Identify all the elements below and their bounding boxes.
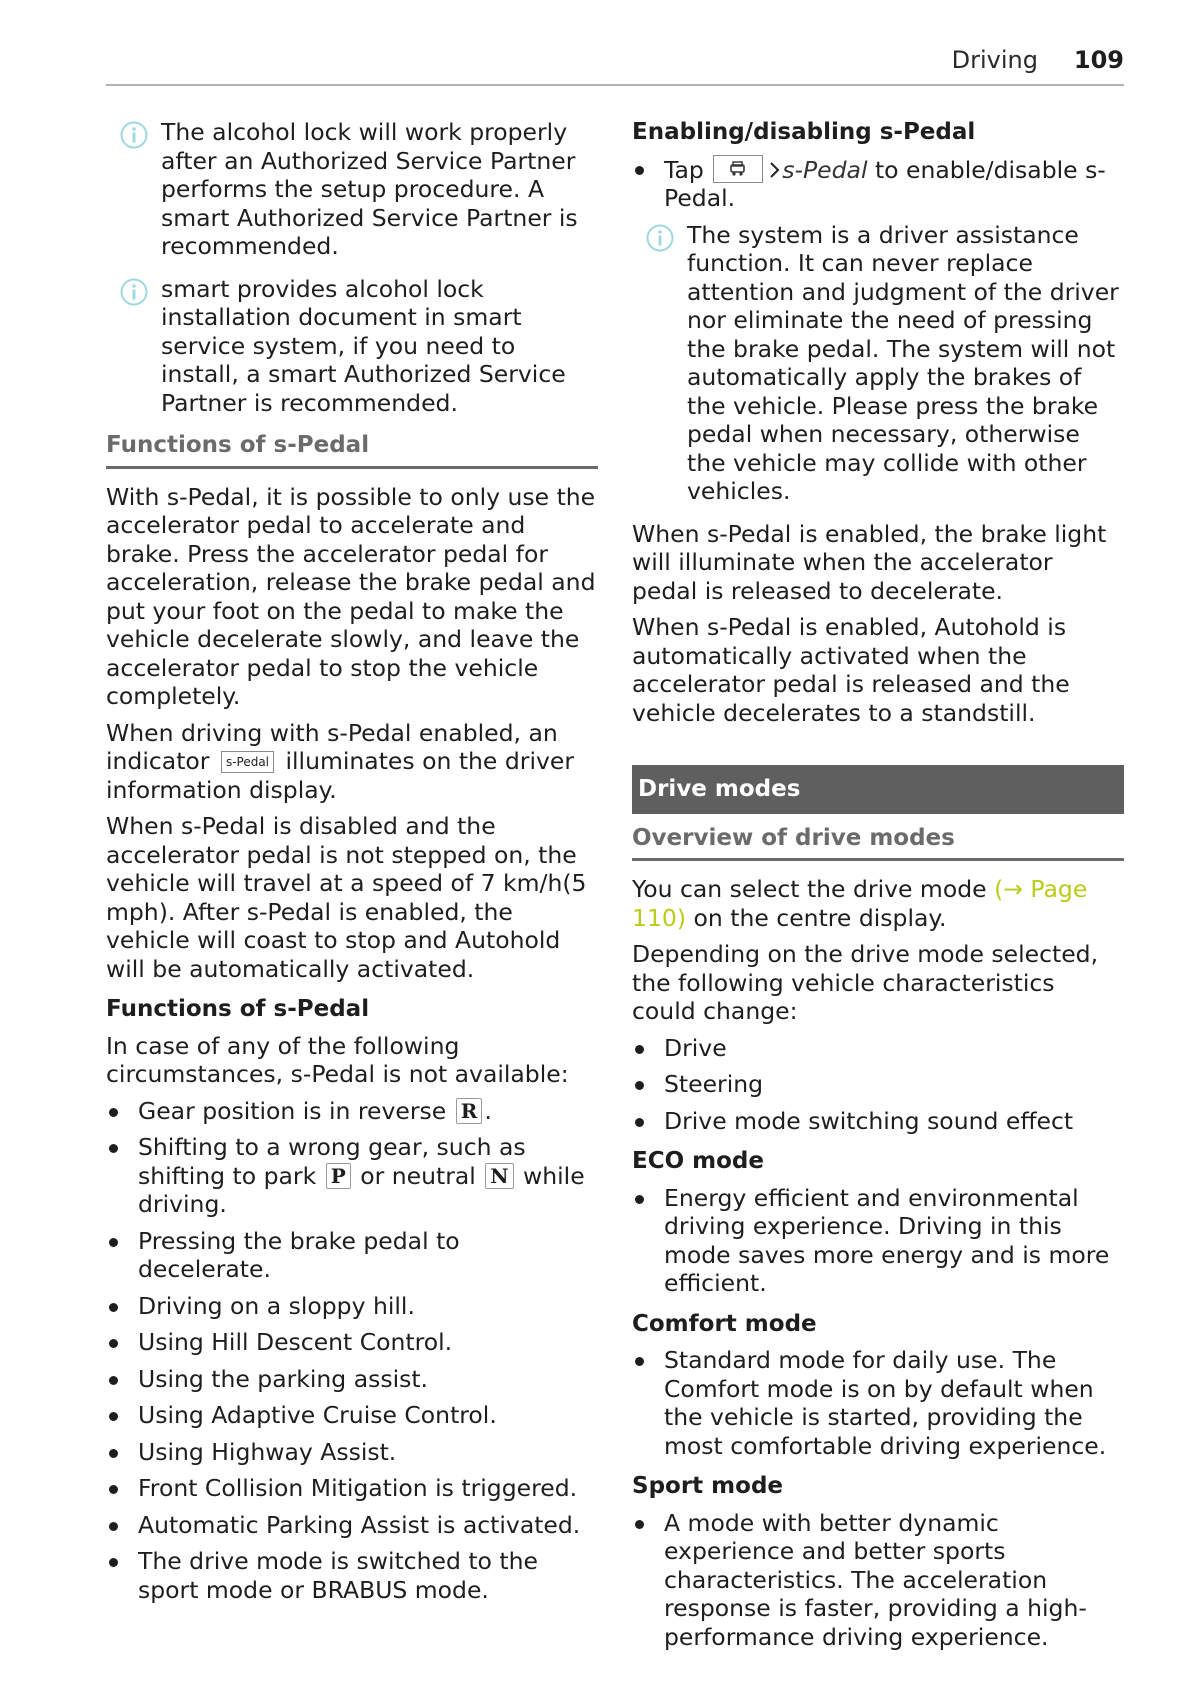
chevron-right-icon: [768, 158, 782, 178]
left-column: [106, 118, 598, 1612]
section-heading: Overview of drive modes: [632, 824, 1124, 862]
sub-heading: Functions of s-Pedal: [106, 996, 370, 1022]
list-item: Using the parking assist.: [106, 1365, 598, 1394]
vehicle-settings-icon: [713, 155, 763, 183]
list-item-text: Gear position is in reverse: [138, 1096, 447, 1125]
info-note: [106, 275, 598, 418]
gear-n-icon: N: [485, 1163, 513, 1189]
s-pedal-indicator-icon: s-Pedal: [221, 751, 274, 773]
mode-description-list: [632, 1509, 1124, 1652]
info-icon: [120, 278, 148, 306]
mode-heading: Sport mode: [632, 1473, 784, 1499]
list-item: Using Adaptive Cruise Control.: [106, 1401, 598, 1430]
paragraph: In case of any of the following circumstances, s-Pedal is not available:: [106, 1031, 569, 1088]
list-item: Automatic Parking Assist is activated.: [106, 1511, 598, 1540]
list-item: Energy efficient and environmental driving experience. Driving in this mode saves more energy and is more efficient.: [632, 1184, 1124, 1298]
section-title: Driving: [951, 46, 1038, 74]
paragraph-text: You can select the drive mode: [632, 875, 987, 903]
list-item: [106, 1133, 598, 1219]
section-heading: Functions of s-Pedal: [106, 431, 598, 469]
list-item-text: to enable/disable s-Pedal.: [664, 155, 1106, 212]
list-item-text: while driving.: [138, 1161, 585, 1218]
characteristics-list: [632, 1034, 1124, 1136]
paragraph-text: illuminates on the driver information display.: [106, 747, 574, 804]
page-link[interactable]: (→ Page 110): [632, 875, 1088, 932]
paragraph-text: When driving with s-Pedal enabled, an indicator: [106, 718, 558, 775]
note-text: The system is a driver assistance function. It can never replace attention and judgment of the driver nor eliminate the need of pressing the brake pedal. The system will not automatically apply the brakes of the vehicle. Please press the brake pedal when necessary, otherwise the vehicle may collide with other vehicles.: [687, 220, 1119, 505]
list-item: Drive: [632, 1034, 1124, 1063]
note-text: The alcohol lock will work properly after an Authorized Service Partner performs the setup procedure. A smart Authorized Service Partner is recommended.: [161, 118, 578, 260]
paragraph: [106, 719, 598, 805]
list-item: Using Hill Descent Control.: [106, 1328, 598, 1357]
list-item: [106, 1097, 598, 1126]
list-item: Steering: [632, 1070, 1124, 1099]
info-icon: [120, 121, 148, 149]
gear-r-icon: R: [456, 1098, 483, 1124]
menu-reference: s-Pedal: [782, 155, 868, 184]
paragraph: With s-Pedal, it is possible to only use the accelerator pedal to accelerate and brake. Press the accelerator pedal for acceleration, release the brake pedal and put your foot on the pedal to make the vehicle decelerate slowly, and leave the accelerator pedal to stop the vehicle completely.: [106, 482, 596, 710]
mode-heading: Comfort mode: [632, 1310, 817, 1337]
list-item-text: Tap: [664, 155, 704, 184]
paragraph: When s-Pedal is enabled, Autohold is automatically activated when the accelerator pedal is released and the vehicle decelerates to a standstill.: [632, 613, 1070, 727]
mode-description-list: [632, 1346, 1124, 1460]
mode-description-list: [632, 1184, 1124, 1298]
note-text: smart provides alcohol lock installation document in smart service system, if you need to install, a smart Authorized Service Partner is recommended.: [161, 274, 566, 417]
paragraph: When s-Pedal is disabled and the accelerator pedal is not stepped on, the vehicle will travel at a speed of 7 km/h(5 mph). After s-Pedal is enabled, the vehicle will coast to stop and Autohold will be automatically activated.: [106, 812, 587, 983]
info-note: [632, 221, 1124, 506]
info-icon: [646, 224, 674, 252]
list-item: Drive mode switching sound effect: [632, 1107, 1124, 1136]
list-item: [632, 155, 1124, 213]
drive-modes-title-bar: Drive modes: [632, 765, 1124, 814]
list-item: Standard mode for daily use. The Comfort mode is on by default when the vehicle is started, providing the most comfortable driving experience.: [632, 1346, 1124, 1460]
unavailable-list: [106, 1097, 598, 1605]
list-item-text: Shifting to a wrong gear, such as shifting to park: [138, 1133, 526, 1190]
list-item: Driving on a sloppy hill.: [106, 1292, 598, 1321]
paragraph-text: on the centre display.: [693, 903, 947, 932]
sub-heading: Enabling/disabling s-Pedal: [632, 119, 976, 145]
list-item: A mode with better dynamic experience and better sports characteristics. The acceleration response is faster, providing a high-performance driving experience.: [632, 1509, 1124, 1652]
paragraph: [632, 875, 1124, 932]
page-number: 109: [1073, 46, 1124, 74]
list-item: Using Highway Assist.: [106, 1438, 598, 1467]
paragraph: When s-Pedal is enabled, the brake light will illuminate when the accelerator pedal is released to decelerate.: [632, 519, 1107, 605]
gear-p-icon: P: [326, 1163, 351, 1189]
list-item-text: or neutral: [360, 1161, 476, 1190]
list-item: Pressing the brake pedal to decelerate.: [106, 1227, 598, 1284]
paragraph: Depending on the drive mode selected, the following vehicle characteristics could change:: [632, 940, 1099, 1025]
list-item-text: .: [484, 1096, 492, 1125]
mode-heading: ECO mode: [632, 1148, 764, 1174]
right-column: [632, 118, 1124, 1659]
page-header: [106, 42, 1124, 86]
info-note: [106, 118, 598, 261]
enable-steps: [632, 155, 1124, 213]
list-item: Front Collision Mitigation is triggered.: [106, 1474, 598, 1503]
list-item: The drive mode is switched to the sport mode or BRABUS mode.: [106, 1547, 598, 1604]
